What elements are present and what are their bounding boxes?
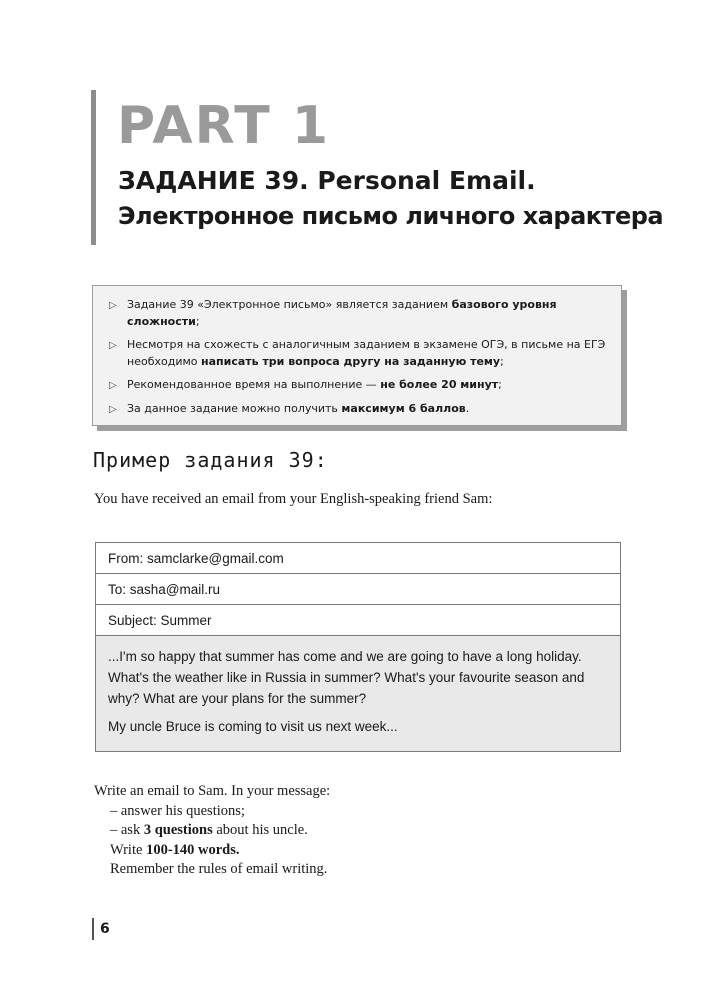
header-accent-bar	[91, 90, 96, 245]
info-item: ▷ Несмотря на схожесть с аналогичным заданием в экзамене ОГЭ, в письме на ЕГЭ необходимо написать три вопроса другу на заданную тему;	[109, 338, 606, 368]
email-to: To: sasha@mail.ru	[96, 574, 620, 605]
task-title: ЗАДАНИЕ 39. Personal Email.	[118, 166, 536, 195]
email-body	[96, 636, 620, 751]
info-box	[92, 285, 622, 426]
email-from: From: samclarke@gmail.com	[96, 543, 620, 574]
triangle-bullet-icon: ▷	[109, 300, 117, 311]
page-number: 6	[100, 921, 110, 937]
triangle-bullet-icon: ▷	[109, 380, 117, 391]
triangle-bullet-icon: ▷	[109, 340, 117, 351]
email-box	[95, 542, 621, 752]
task-subtitle: Электронное письмо личного характера	[118, 202, 664, 230]
info-item: ▷ Рекомендованное время на выполнение — не более 20 минут;	[109, 377, 609, 394]
page-number-rule	[92, 918, 94, 940]
email-subject: Subject: Summer	[96, 605, 620, 636]
task-line: Remember the rules of email writing.	[110, 861, 328, 877]
intro-text: You have received an email from your English-speaking friend Sam:	[94, 491, 493, 507]
example-heading: Пример задания 39:	[93, 448, 328, 472]
task-line: – answer his questions;	[110, 802, 245, 819]
task-line: – ask 3 questions about his uncle.	[110, 822, 308, 838]
task-instructions	[94, 782, 330, 880]
part-title: PART 1	[117, 96, 331, 156]
triangle-bullet-icon: ▷	[109, 403, 117, 415]
email-body-paragraph: ...I'm so happy that summer has come and we are going to have a long holiday. What's the weather like in Russia in summer? What's your favourite season and why? What are your plans for the summer?	[108, 649, 585, 706]
info-item: ▷ За данное задание можно получить максимум 6 баллов.	[109, 401, 609, 418]
task-line: Write 100-140 words.	[110, 841, 240, 858]
task-line: Write an email to Sam. In your message:	[94, 783, 331, 799]
info-item: ▷ Задание 39 «Электронное письмо» является заданием базового уровня сложности;	[109, 298, 557, 328]
email-body-paragraph: My uncle Bruce is coming to visit us next week...	[108, 719, 398, 734]
